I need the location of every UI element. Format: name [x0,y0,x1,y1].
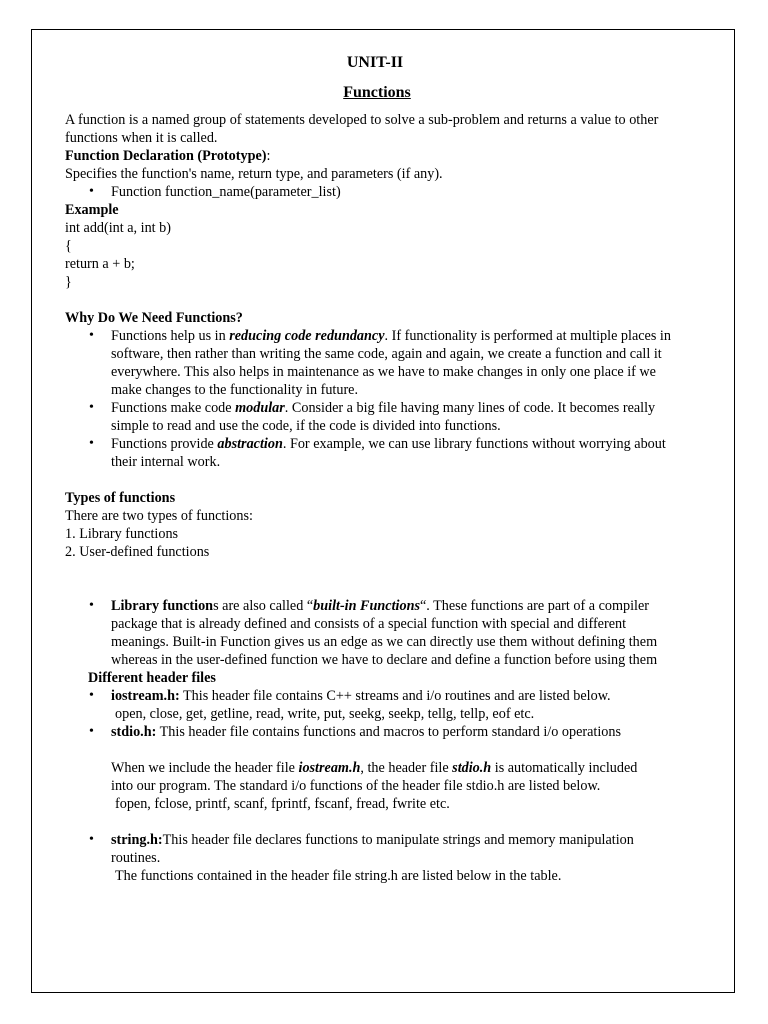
library-bullet [111,597,685,669]
spacer [65,561,685,597]
types-item: 1. Library functions [65,526,179,542]
library-text: “. These functions are part of a compiler package that is already defined and consists of a special function with special and different meanings. Built-in Function gives us an edge as we can directly use them without defining them whereas in the user-defined function we have to declare and define a function before using them [111,598,658,668]
section-title: Functions [343,84,411,101]
why-bullet-emphasis: abstraction [217,436,283,452]
library-list [65,597,685,669]
include-text: When we include the header file [111,760,299,776]
spacer [65,291,685,309]
stdio-label: stdio.h: [111,724,157,740]
declaration-heading-line [65,147,685,165]
intro-paragraph: A function is a named group of statements developed to solve a sub-problem and returns a value to other functions when it is called. [65,112,659,146]
spacer [111,741,685,759]
include-text: , the header file [360,760,453,776]
types-heading: Types of functions [65,490,176,506]
spacer [65,471,685,489]
why-bullet-emphasis: modular [235,400,285,416]
declaration-heading: Function Declaration (Prototype) [65,148,267,164]
declaration-list [65,183,685,201]
why-bullet-text: . For example, we can use library functions without worrying about their internal work. [111,436,666,470]
string-label: string.h: [111,832,163,848]
stdio-text: This header file contains functions and macros to perform standard i/o operations [156,724,621,740]
string-text: This header file declares functions to manipulate strings and memory manipulation routines. [111,832,634,866]
library-label-suffix: s [213,598,219,614]
why-bullet-modular [111,399,685,435]
library-text: are also called “ [218,598,314,614]
example-heading: Example [65,202,119,218]
string-text: The functions contained in the header file string.h are listed below in the table. [115,868,562,884]
types-item: 2. User-defined functions [65,544,210,560]
why-bullet-redundancy [111,327,685,399]
why-bullet-text: . Consider a big file having many lines of code. It becomes really simple to read and use the code, if the code is divided into functions. [111,400,656,434]
why-heading: Why Do We Need Functions? [65,310,243,326]
why-bullet-text: Functions help us in [111,328,230,344]
types-intro: There are two types of functions: [65,508,253,524]
why-bullet-text: Functions make code [111,400,236,416]
header-files-heading: Different header files [88,670,216,686]
why-bullet-text: . If functionality is performed at multiple places in software, then rather than writing the same code, again and again, we create a function and call it everywhere. This also helps in maintenance as we have to make changes in only one place if we make changes to the functionality in future. [111,328,671,398]
iostream-text: This header file contains C++ streams and i/o routines and are listed below. [179,688,611,704]
code-line: int add(int a, int b) [65,220,171,236]
header-files-list [65,687,685,813]
why-bullet-emphasis: reducing code redundancy [229,328,385,344]
unit-title: UNIT-II [346,54,404,71]
iostream-label: iostream.h: [111,688,180,704]
string-bullet [111,831,685,885]
code-line: { [65,238,72,254]
section-title-wrap [65,84,685,102]
library-emphasis: built-in Functions [313,598,420,614]
why-bullet-text: Functions provide [111,436,218,452]
spacer [65,813,685,831]
declaration-description: Specifies the function's name, return type, and parameters (if any). [65,166,443,182]
declaration-colon: : [266,148,271,164]
iostream-bullet [111,687,685,723]
why-list [65,327,685,471]
include-emphasis: stdio.h [452,760,492,776]
document-page [31,29,735,993]
code-line: } [65,274,72,290]
stdio-functions: fopen, fclose, printf, scanf, fprintf, fscanf, fread, fwrite etc. [115,796,450,812]
include-text: is automatically included [491,760,638,776]
include-text: into our program. The standard i/o functions of the header file stdio.h are listed below. [111,778,601,794]
iostream-functions: open, close, get, getline, read, write, put, seekg, seekp, tellg, tellp, eof etc. [115,706,535,722]
library-label: Library function [111,598,214,614]
code-line: return a + b; [65,256,135,272]
page-content [65,54,685,885]
string-list [65,831,685,885]
declaration-bullet: • Function function_name(parameter_list) [111,183,685,201]
why-bullet-abstraction [111,435,685,471]
include-emphasis: iostream.h [298,760,361,776]
stdio-bullet [111,723,685,813]
